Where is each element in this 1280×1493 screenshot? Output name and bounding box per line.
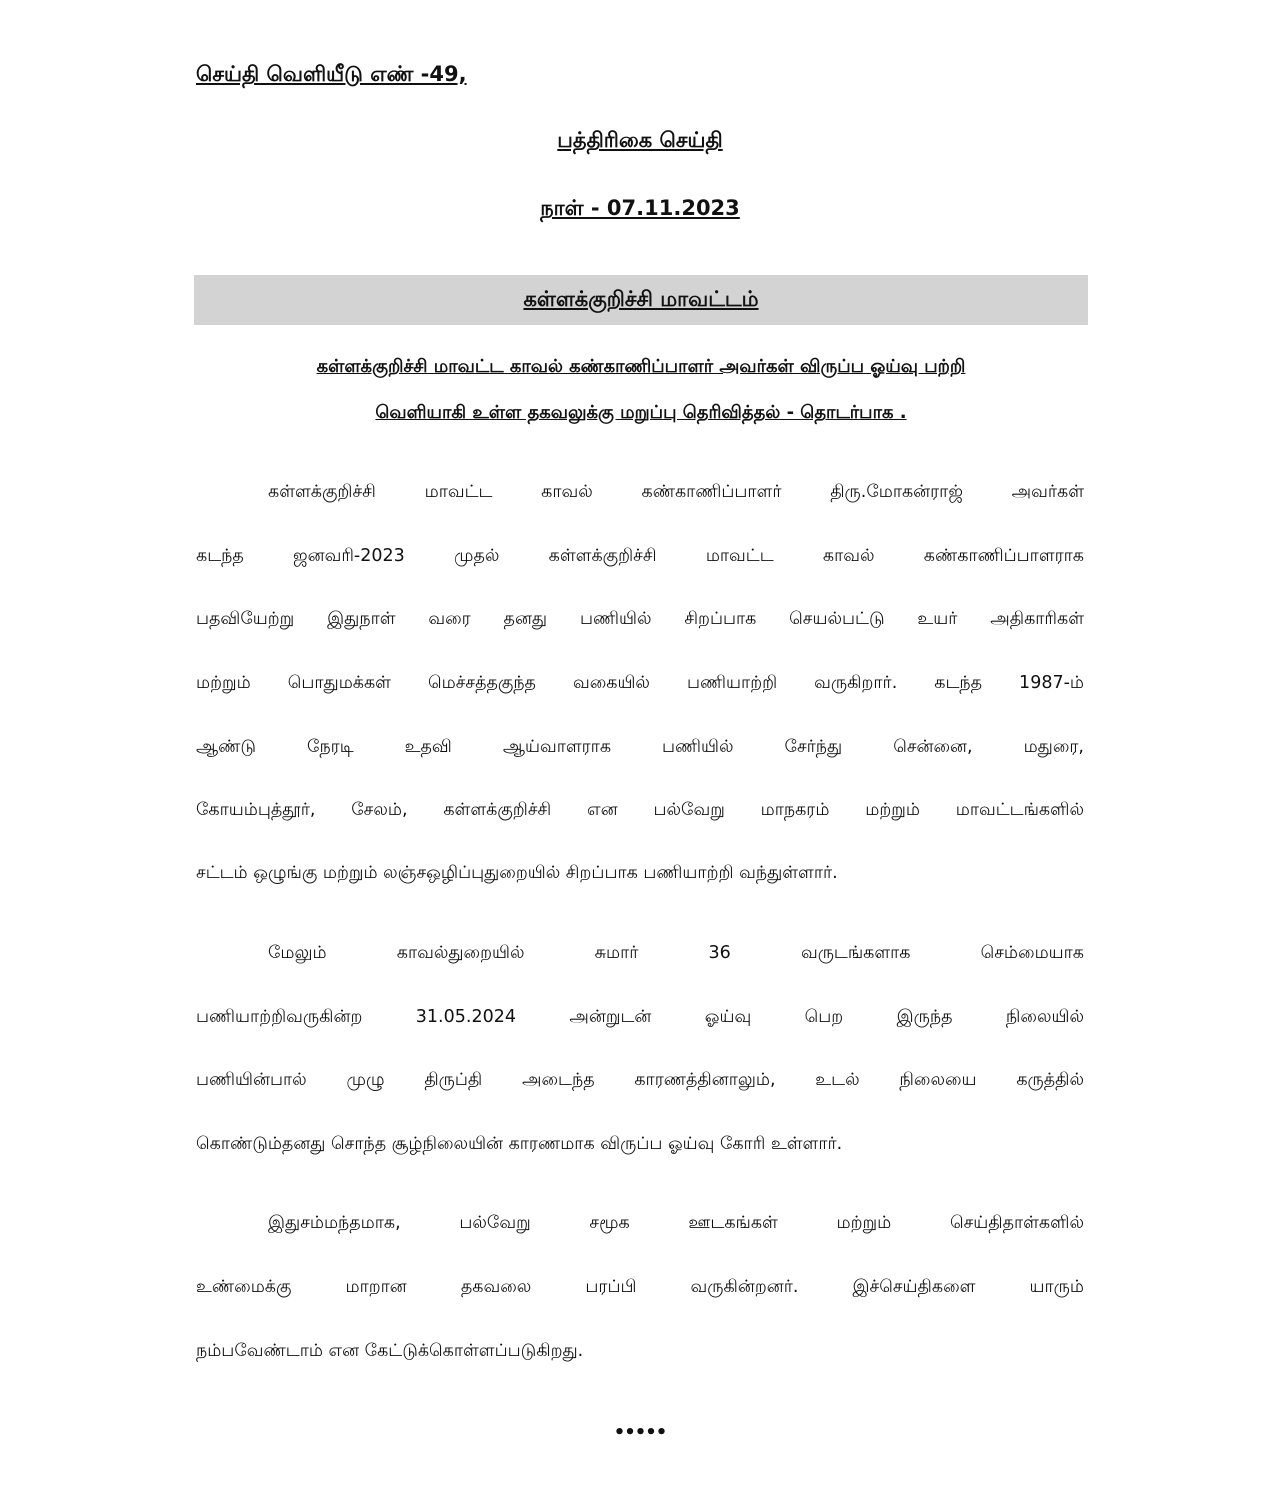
paragraph-line: மேலும் காவல்துறையில் சுமார் 36 வருடங்களாக செம்மையாக [268,943,1084,963]
paragraph-line: கடந்த ஜனவரி-2023 முதல் கள்ளக்குறிச்சி மாவட்ட காவல் கண்காணிப்பாளராக [196,546,1084,566]
paragraph-line: பணியாற்றிவருகின்ற 31.05.2024 அன்றுடன் ஓய்வு பெற இருந்த நிலையில் [196,1007,1084,1027]
paragraph-line: பணியின்பால் முழு திருப்தி அடைந்த காரணத்தினாலும், உடல் நிலையை கருத்தில் [196,1070,1084,1090]
paragraph-line: கொண்டும்தனது சொந்த சூழ்நிலையின் காரணமாக விருப்ப ஓய்வு கோரி உள்ளார். [196,1134,843,1154]
district-heading: கள்ளக்குறிச்சி மாவட்டம் [523,286,759,311]
subject-line-2: வெளியாகி உள்ள தகவலுக்கு மறுப்பு தெரிவித்தல் - தொடர்பாக . [375,402,907,423]
paragraph-line: ஆண்டு நேரடி உதவி ஆய்வாளராக பணியில் சேர்ந்து சென்னை, மதுரை, [196,737,1084,757]
paragraph-line: பதவியேற்று இதுநாள் வரை தனது பணியில் சிறப்பாக செயல்பட்டு உயர் அதிகாரிகள் [196,609,1084,629]
press-title: பத்திரிகை செய்தி [557,128,723,152]
paragraph-line: இதுசம்மந்தமாக, பல்வேறு சமூக ஊடகங்கள் மற்றும் செய்திதாள்களில் [268,1213,1084,1233]
paragraph-line: சட்டம் ஒழுங்கு மற்றும் லஞ்சஒழிப்புதுறையில் சிறப்பாக பணியாற்றி வந்துள்ளார். [196,863,838,883]
district-heading-band [194,275,1088,325]
paragraph-line: கள்ளக்குறிச்சி மாவட்ட காவல் கண்காணிப்பாளர் திரு.மோகன்ராஜ் அவர்கள் [268,482,1084,502]
paragraph-line: மற்றும் பொதுமக்கள் மெச்சத்தகுந்த வகையில் பணியாற்றி வருகிறார். கடந்த 1987-ம் [196,673,1084,693]
release-number: செய்தி வெளியீடு எண் -49, [196,62,467,86]
paragraph-line: கோயம்புத்தூர், சேலம், கள்ளக்குறிச்சி என பல்வேறு மாநகரம் மற்றும் மாவட்டங்களில் [196,800,1084,820]
end-of-document-mark: ••••• [613,1422,667,1443]
paragraph-line: நம்பவேண்டாம் என கேட்டுக்கொள்ளப்படுகிறது. [196,1341,584,1361]
subject-line-1: கள்ளக்குறிச்சி மாவட்ட காவல் கண்காணிப்பாளர் அவர்கள் விருப்ப ஓய்வு பற்றி [316,356,966,377]
date-line: நாள் - 07.11.2023 [540,196,740,220]
paragraph-line: உண்மைக்கு மாறான தகவலை பரப்பி வருகின்றனர். இச்செய்திகளை யாரும் [196,1277,1084,1297]
